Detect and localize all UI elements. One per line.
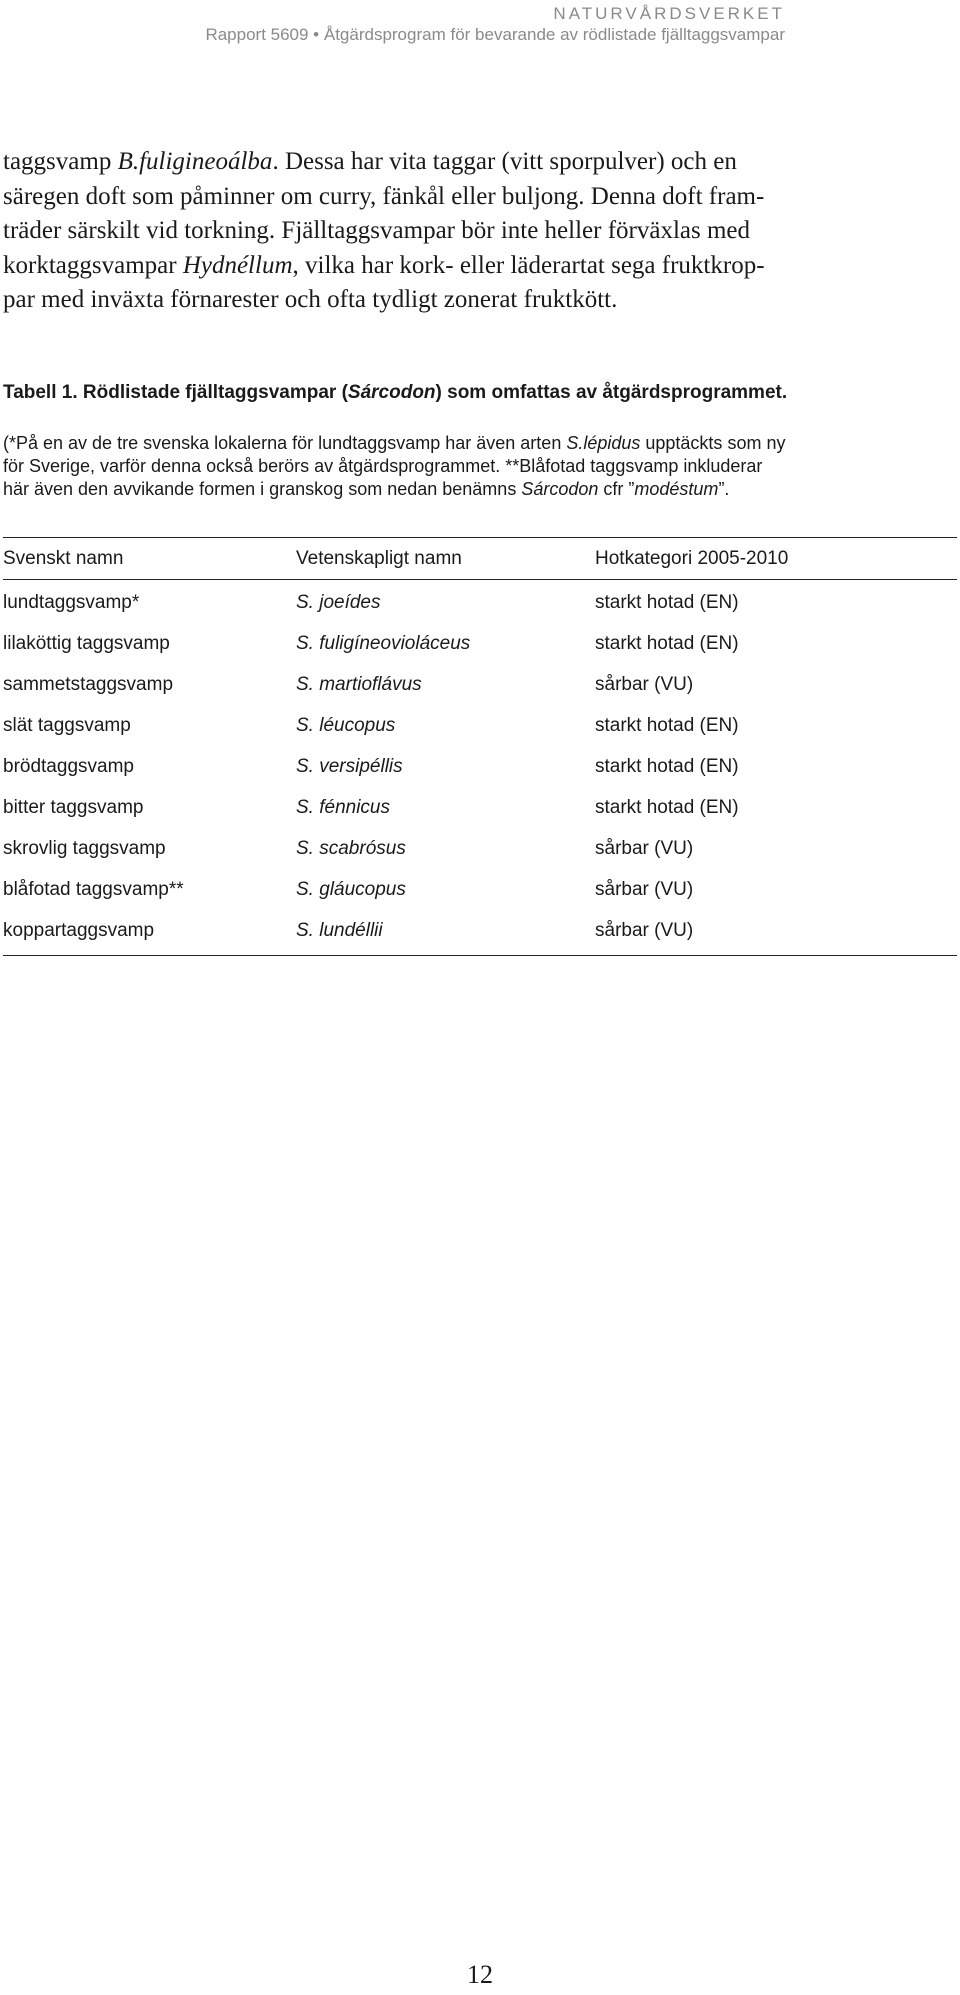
- page-number: 12: [467, 1960, 493, 1989]
- header-swedish-name: Svenskt namn: [3, 547, 124, 569]
- table-row: [3, 664, 957, 705]
- body-text-span: taggsvamp: [3, 148, 118, 175]
- note-text: upptäckts som ny: [640, 433, 786, 453]
- scientific-name: S. léucopus: [296, 714, 396, 736]
- body-line-3: träder särskilt vid torkning. Fjälltaggsvampar bör inte heller förväxlas med: [3, 217, 751, 244]
- scientific-name: S. fuligíneovioláceus: [296, 632, 471, 654]
- threat-category: starkt hotad (EN): [595, 591, 739, 613]
- genus-name: Hydnéllum: [182, 251, 293, 279]
- table-row: [3, 582, 957, 623]
- table-caption: [3, 382, 787, 404]
- threat-category: sårbar (VU): [595, 919, 694, 941]
- note-epithet: modéstum: [634, 479, 719, 499]
- body-line-4: [3, 249, 933, 284]
- swedish-name: brödtaggsvamp: [3, 755, 134, 777]
- threat-category: starkt hotad (EN): [595, 714, 739, 736]
- note-genus: Sárcodon: [521, 479, 599, 499]
- species-table: [3, 537, 957, 956]
- header-scientific-name: Vetenskapligt namn: [296, 547, 462, 569]
- header-report-title: Rapport 5609 • Åtgärdsprogram för bevarande av rödlistade fjälltaggsvampar: [205, 25, 785, 44]
- body-line-2: säregen doft som påminner om curry, fänkål eller buljong. Denna doft fram-: [3, 182, 765, 210]
- scientific-name: S. scabrósus: [296, 837, 406, 859]
- table-body: [3, 580, 957, 955]
- swedish-name: sammetstaggsvamp: [3, 673, 174, 695]
- header-org: NATURVÅRDSVERKET: [553, 4, 785, 23]
- running-header: [205, 4, 785, 46]
- table-row: [3, 746, 957, 787]
- note-text: (*På en av de tre svenska lokalerna för lundtaggsvamp har även arten: [3, 433, 567, 453]
- table-row: [3, 787, 957, 828]
- swedish-name: bitter taggsvamp: [3, 796, 144, 818]
- scientific-name: S. lundéllii: [296, 919, 383, 941]
- table-note: [3, 432, 953, 501]
- swedish-name: lilaköttig taggsvamp: [3, 632, 170, 654]
- table-row: [3, 623, 957, 664]
- note-text: här även den avvikande formen i granskog som nedan benämns: [3, 479, 522, 499]
- body-line-5: par med inväxta förnarester och ofta tydligt zonerat fruktkött.: [3, 286, 618, 313]
- body-text-span: korktaggsvampar: [3, 251, 183, 279]
- note-text: cfr ”: [598, 479, 635, 499]
- scientific-name: S. gláucopus: [296, 878, 406, 900]
- body-line-1: [3, 145, 933, 180]
- threat-category: starkt hotad (EN): [595, 632, 739, 654]
- header-threat-category: Hotkategori 2005-2010: [595, 547, 789, 569]
- table-row: [3, 869, 957, 910]
- swedish-name: blåfotad taggsvamp**: [3, 878, 184, 900]
- swedish-name: slät taggsvamp: [3, 714, 131, 736]
- caption-text: Tabell 1. Rödlistade fjälltaggsvampar (: [3, 382, 348, 403]
- note-text: ”.: [718, 479, 730, 499]
- scientific-name: S. fénnicus: [296, 796, 390, 818]
- table-row: [3, 705, 957, 746]
- body-paragraph: [3, 145, 933, 318]
- caption-genus: Sárcodon: [347, 382, 436, 403]
- threat-category: sårbar (VU): [595, 878, 694, 900]
- threat-category: sårbar (VU): [595, 673, 694, 695]
- note-species: S.lépidus: [566, 433, 641, 453]
- note-line-3: [3, 478, 953, 501]
- scientific-name: S. versipéllis: [296, 755, 403, 777]
- caption-text: ) som omfattas av åtgärdsprogrammet.: [435, 382, 788, 403]
- species-name: B.fuligineoálba: [117, 148, 273, 175]
- threat-category: sårbar (VU): [595, 837, 694, 859]
- body-text-span: . Dessa har vita taggar (vitt sporpulver) och en: [272, 148, 737, 175]
- threat-category: starkt hotad (EN): [595, 796, 739, 818]
- body-text-span: , vilka har kork- eller läderartat sega fruktkrop-: [292, 251, 765, 279]
- note-line-2: för Sverige, varför denna också berörs av åtgärdsprogrammet. **Blåfotad taggsvamp inkluderar: [3, 456, 763, 476]
- swedish-name: koppartaggsvamp: [3, 919, 155, 941]
- table-header-row: [3, 538, 957, 580]
- note-line-1: [3, 432, 953, 455]
- swedish-name: skrovlig taggsvamp: [3, 837, 166, 859]
- table-row: [3, 828, 957, 869]
- threat-category: starkt hotad (EN): [595, 755, 739, 777]
- swedish-name: lundtaggsvamp*: [3, 591, 140, 613]
- scientific-name: S. joeídes: [296, 591, 381, 613]
- table-row: [3, 910, 957, 951]
- scientific-name: S. martioflávus: [296, 673, 422, 695]
